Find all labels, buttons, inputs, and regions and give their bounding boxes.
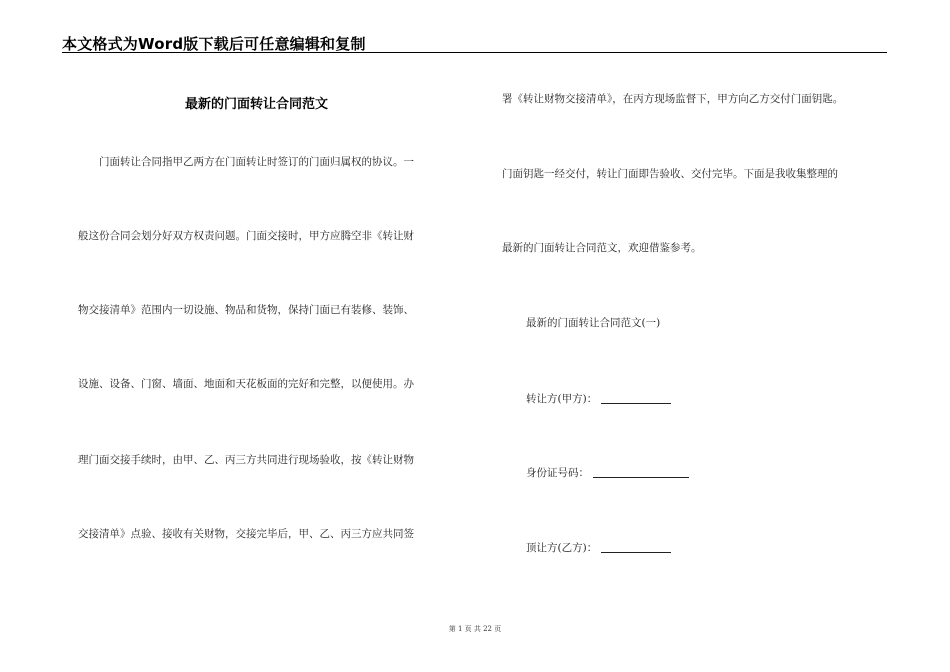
body-line: 署《转让财物交接清单》，在丙方现场监督下，甲方向乙方交付门面钥匙。 xyxy=(502,93,844,105)
field-label: 转让方(甲方)： xyxy=(526,392,598,405)
fill-in-blank xyxy=(593,467,689,478)
fill-in-blank xyxy=(601,393,671,404)
fill-in-blank xyxy=(601,542,671,553)
body-line: 交接清单》点验、接收有关财物，交接完毕后，甲、乙、丙三方应共同签 xyxy=(78,528,414,540)
body-line: 最新的门面转让合同范文，欢迎借鉴参考。 xyxy=(502,242,702,254)
field-label: 身份证号码： xyxy=(526,466,589,479)
document-title: 最新的门面转让合同范文 xyxy=(185,97,329,112)
body-line: 理门面交接手续时，由甲、乙、丙三方共同进行现场验收，按《转让财物 xyxy=(78,454,414,466)
body-line: 般这份合同会划分好双方权责问题。门面交接时，甲方应腾空非《转让财 xyxy=(78,230,414,242)
header-divider xyxy=(62,52,887,53)
field-label: 顶让方(乙方)： xyxy=(526,541,598,554)
header-notice: 本文格式为Word版下载后可任意编辑和复制 xyxy=(62,35,366,53)
body-line: 门面转让合同指甲乙两方在门面转让时签订的门面归属权的协议。一 xyxy=(78,156,414,168)
field-transferor xyxy=(526,393,671,404)
page-number: 第 1 页 共 22 页 xyxy=(448,625,502,633)
section-heading: 最新的门面转让合同范文(一) xyxy=(526,317,661,329)
body-line: 设施、设备、门窗、墙面、地面和天花板面的完好和完整，以便使用。办 xyxy=(78,378,414,390)
body-line: 物交接清单》范围内一切设施、物品和货物，保持门面已有装修、装饰、 xyxy=(78,304,414,316)
body-line: 门面钥匙一经交付，转让门面即告验收、交付完毕。下面是我收集整理的 xyxy=(502,168,838,180)
field-id-number xyxy=(526,467,689,478)
field-transferee xyxy=(526,542,671,553)
